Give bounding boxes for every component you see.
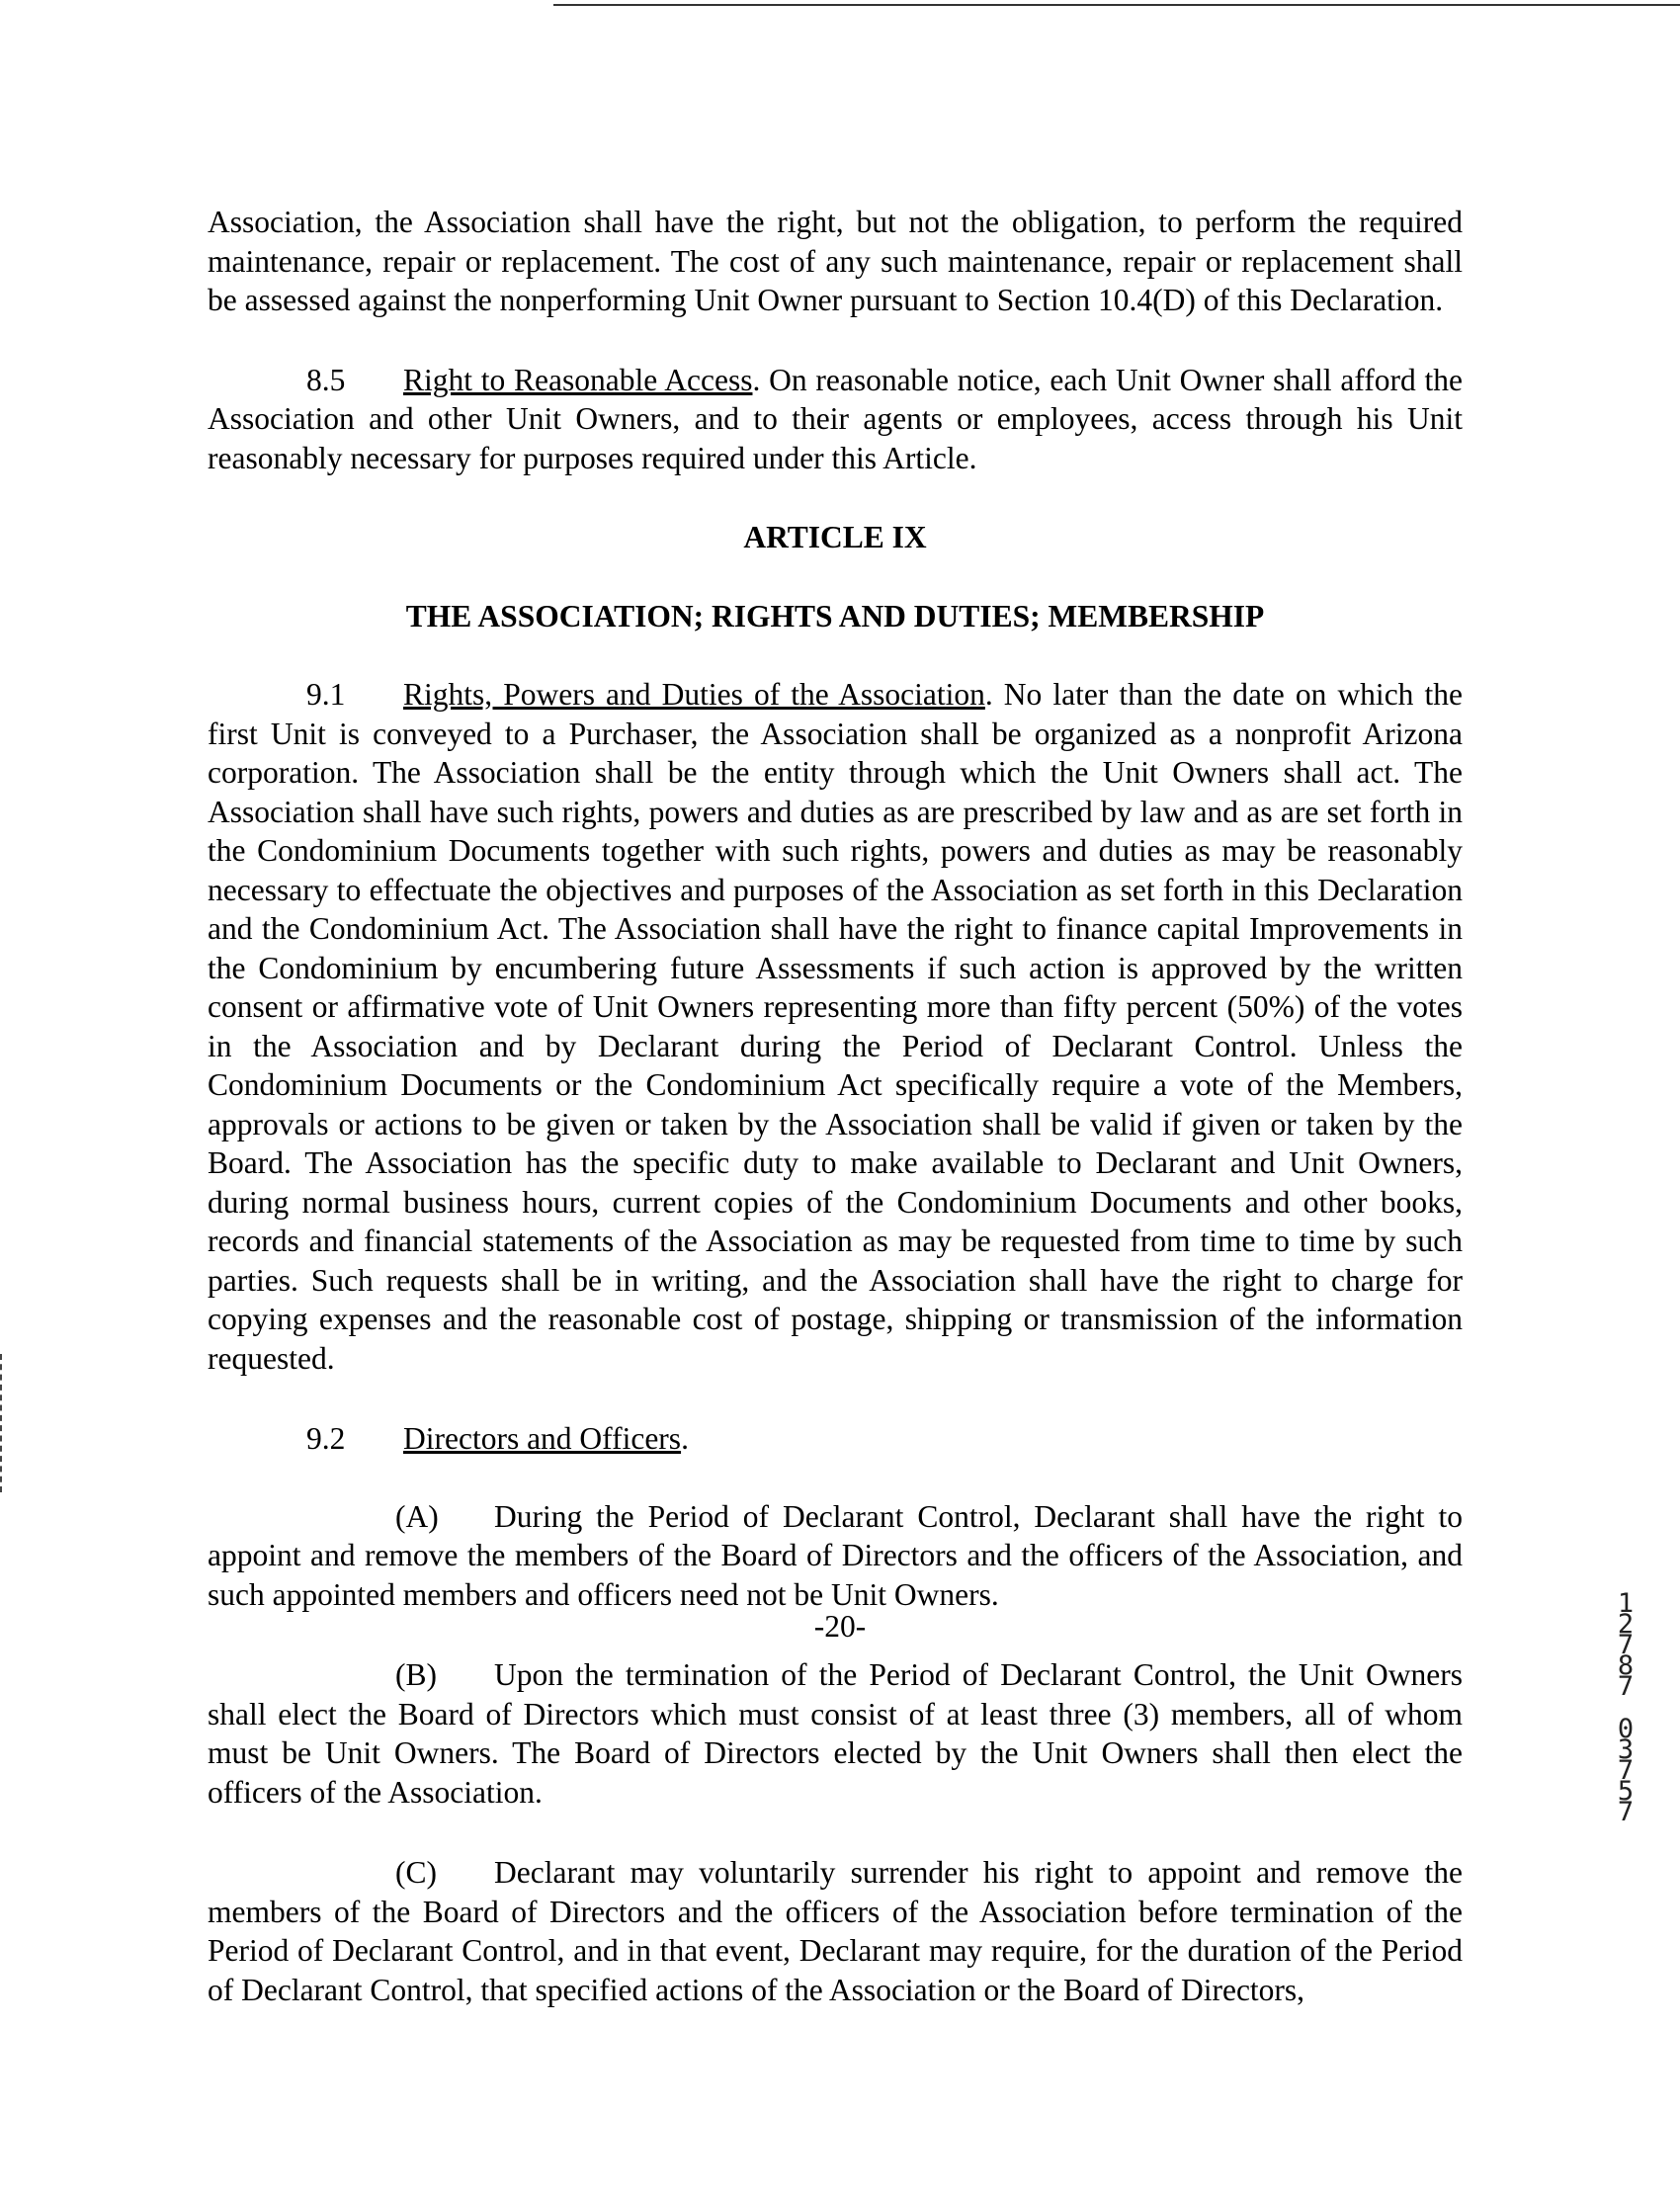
article-heading: ARTICLE IX [743,520,927,554]
section-9-1-number: 9.1 [306,677,346,712]
section-9-1-text: . No later than the date on which the first Unit is conveyed to a Purchaser, the Association shall be organized as a nonprofit Arizona corporation. The Association shall be the entity through which the Unit Owners shall act. The Association shall have such rights, powers and duties as are prescribed by law and as are set forth in the Condominium Documents together with such rights, powers and duties as may be reasonably necessary to effectuate the objectives and purposes of the Association as set forth in this Declaration and the Condominium Act. The Association shall have the right to finance capital Improvements in the Condominium by encumbering future Assessments if such action is approved by the written consent or affirmative vote of Unit Owners representing more than fifty percent (50%) of the votes in the Association and by Declarant during the Period of Declarant Control. Unless the Condominium Documents or the Condominium Act specifically require a vote of the Members, approvals or actions to be given or taken by the Association shall be valid if given or taken by the Board. The Association has the specific duty to make available to Declarant and Unit Owners, during normal business hours, current copies of the Condominium Documents and other books, records and financial statements of the Association as may be requested from time to time by such parties. Such requests shall be in writing, and the Association shall have the right to charge for copying expenses and the reasonable cost of postage, shipping or transmission of the information requested. [208,677,1463,1376]
section-9-2-title-end: . [681,1421,689,1456]
section-9-2-b-text: Upon the termination of the Period of Declarant Control, the Unit Owners shall elect the Board of Directors which must consist of at least three (3) members, all of whom must be Unit Owners. The Board of Directors elected by the Unit Owners shall then elect the officers of the Association. [208,1657,1463,1810]
section-9-2-a-text: During the Period of Declarant Control, Declarant shall have the right to appoint and remove the members of the Board of Directors and the officers of the Association, and such appointed members and officers need not be Unit Owners. [208,1498,1463,1612]
continued-paragraph: Association, the Association shall have the right, but not the obligation, to perform the required maintenance, repair or replacement. The cost of any such maintenance, repair or replacement shall be assessed against the nonperforming Unit Owner pursuant to Section 10.4(D) of this Declaration. [208,205,1463,317]
section-9-2-c-label: (C) [395,1855,437,1890]
section-9-2-b [208,1655,1463,1812]
left-margin-scan-mark [0,1354,4,1492]
section-9-1-title: Rights, Powers and Duties of the Association [403,677,985,712]
section-8-5-text: . On reasonable notice, each Unit Owner shall afford the Association and other Unit Owners, and to their agents or employees, access through his Unit reasonably necessary for purposes required under this Article. [208,362,1463,475]
recording-number-part2: 03757 [1617,1714,1635,1827]
section-9-1 [208,675,1463,1378]
top-scan-rule [553,4,1680,6]
section-9-2-c-text: Declarant may voluntarily surrender his right to appoint and remove the members of the Board of Directors and the officers of the Association before termination of the Period of Declarant Control, and in that event, Declarant may require, for the duration of the Period of Declarant Control, that specified actions of the Association or the Board of Directors, [208,1855,1463,2007]
section-9-2 [208,1419,1463,1459]
section-8-5-number: 8.5 [306,362,346,397]
section-9-2-b-label: (B) [395,1657,437,1692]
section-8-5-title: Right to Reasonable Access [403,362,753,397]
section-9-2-number: 9.2 [306,1421,346,1456]
article-title: THE ASSOCIATION; RIGHTS AND DUTIES; MEMBERSHIP [405,598,1265,633]
recording-number-part1: 12787 [1617,1588,1635,1702]
page-number: -20- [813,1609,867,1644]
section-9-2-a-label: (A) [395,1498,439,1534]
document-page [208,203,1463,2009]
section-9-2-a [208,1497,1463,1615]
section-8-5 [208,361,1463,478]
section-9-2-c [208,1853,1463,2009]
section-9-2-title: Directors and Officers [403,1421,682,1456]
